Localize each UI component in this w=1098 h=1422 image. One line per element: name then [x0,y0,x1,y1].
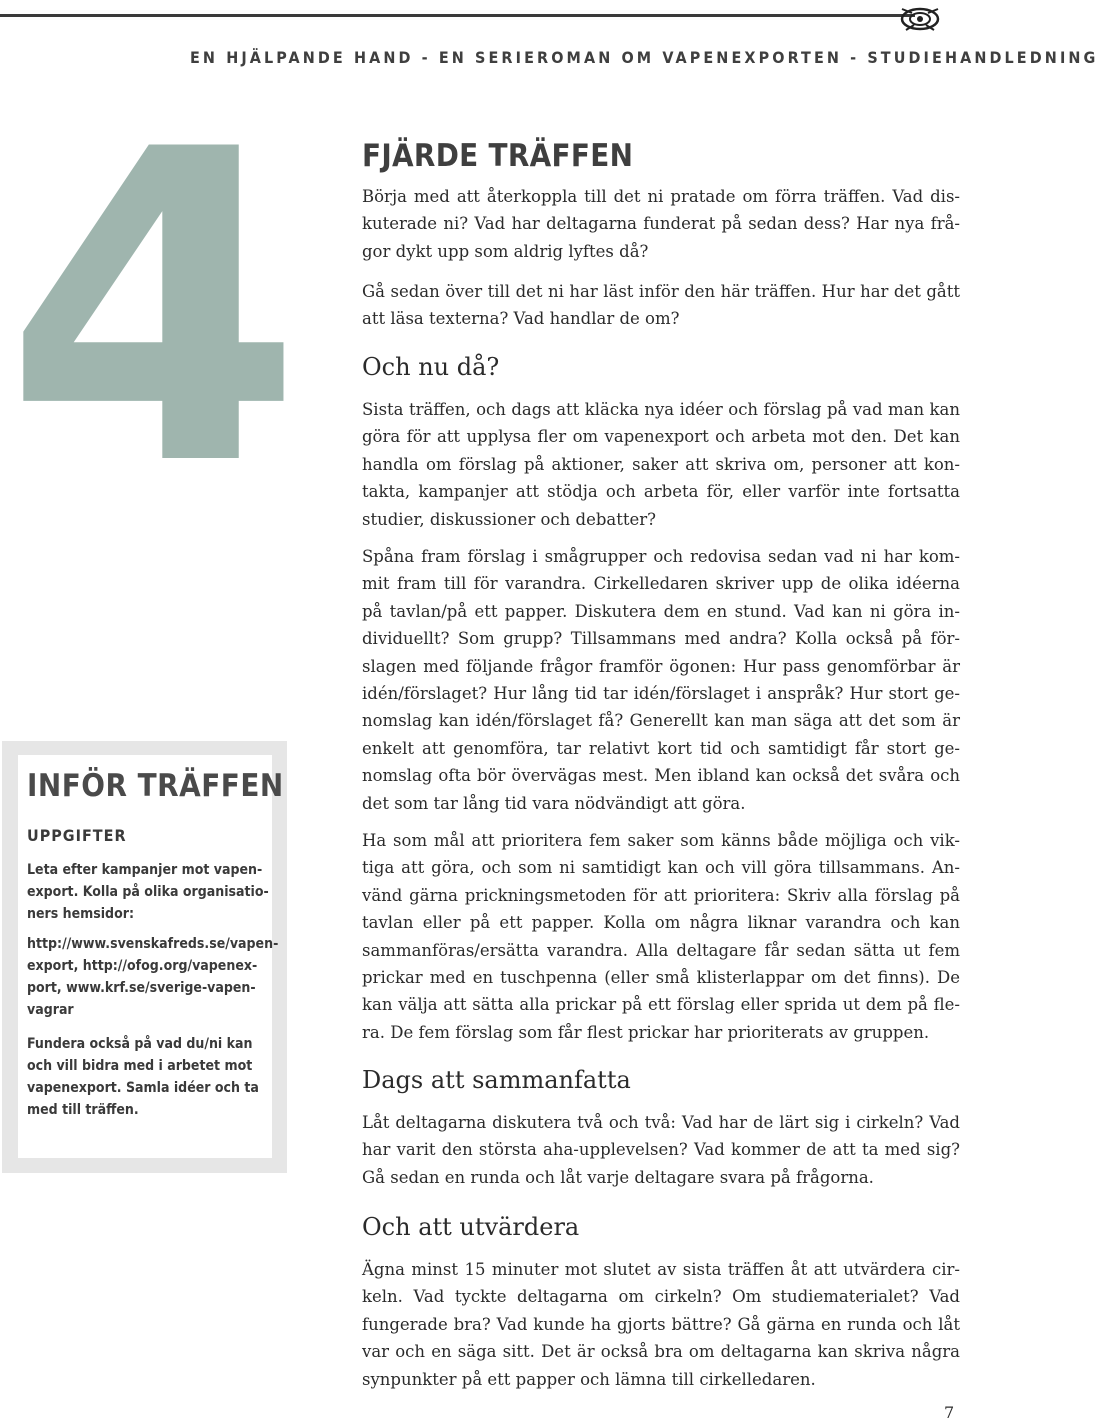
section-paragraph: Ägna minst 15 minuter mot slutet av sista träffen åt att utvärdera cir- keln. Vad tyckte deltagarna om cirkeln? Om studiematerialet? Vad fungerade bra? Vad kunde ha gjorts bättre? Gå gärna en runda och låt var och en säga sitt. Det är också bra om deltagarna kan skriva några synpunkter på ett papper och lämna till cirkelledaren. [362,1260,960,1389]
chapter-number: 4 [4,60,294,560]
sidebar-paragraph: Fundera också på vad du/ni kan och vill bidra med i arbetet mot vapenexport. Samla idéer och ta med till träffen. [27,1036,259,1118]
section-heading: Dags att sammanfatta [362,1066,631,1094]
section-paragraph: Låt deltagarna diskutera två och två: Vad har de lärt sig i cirkeln? Vad har varit den största aha-upplevelsen? Vad kommer de att ta med sig? Gå sedan en runda och låt varje deltagare svara på frågorna. [362,1113,960,1187]
page-number: 7 [944,1403,955,1422]
sidebar-paragraph: Leta efter kampanjer mot vapen- export. Kolla på olika organisatio- ners hemsidor: [27,862,269,922]
intro-paragraph-2: Gå sedan över till det ni har läst inför den här träffen. Hur har det gått att läsa texterna? Vad handlar de om? [362,282,960,329]
section-paragraph: Spåna fram förslag i smågrupper och redovisa sedan vad ni har kom- mit fram till för varandra. Cirkelledaren skriver upp de olika idéerna på tavlan/på ett papper. Diskutera dem en stund. Vad kan ni göra in- dividuellt? Som grupp? Tillsammans med andra? Kolla också på för- slagen med följande frågor framför ögonen: Hur pass genomförbar är idén/förslaget? Hur lång tid tar idén/förslaget i anspråk? Hur stort ge- nomslag kan idén/förslaget få? Generellt kan man säga att det som är enkelt att genomföra, tar relativt kort tid och samtidigt får stort ge- nomslag ofta bör övervägas mest. Men ibland kan också det svåra och det som tar lång tid vara nödvändigt att göra. [362,547,960,813]
section-heading: Och nu då? [362,353,500,381]
sidebar-subtitle: UPPGIFTER [27,826,127,845]
publisher-logo-icon [898,3,942,33]
section-paragraph: Sista träffen, och dags att kläcka nya idéer och förslag på vad man kan göra för att upplysa fler om vapenexport och arbeta mot den. Det kan handla om förslag på aktioner, saker att skriva om, personer att kon- takta, kampanjer att stödja och arbeta för, eller varför inte fortsatta studier, diskussioner och debatter? [362,400,960,529]
section-heading: Och att utvärdera [362,1213,580,1241]
header-rule [0,14,915,17]
section-paragraph: Ha som mål att prioritera fem saker som känns både möjliga och vik- tiga att göra, och som ni samtidigt kan och vill göra tillsammans. An- vänd gärna prickningsmetoden för att prioritera: Skriv alla förslag på tavlan eller på ett papper. Kolla om några liknar varandra och kan sammanföras/ersätta varandra. Alla deltagare får sedan sätta ut fem prickar med en tuschpenna (eller små klisterlappar om det finns). De kan välja att sätta alla prickar på ett förslag eller sprida ut dem på fle- ra. De fem förslag som får flest prickar har prioriterats av gruppen. [362,831,960,1042]
sidebar-title: INFÖR TRÄFFEN [27,768,284,804]
intro-paragraph-1: Börja med att återkoppla till det ni pratade om förra träffen. Vad dis- kuterade ni? Vad har deltagarna funderat på sedan dess? Har nya frå- gor dykt upp som aldrig lyftes då? [362,187,960,261]
page-title: FJÄRDE TRÄFFEN [362,138,634,174]
sidebar-links: http://www.svenskafreds.se/vapen- export, http://ofog.org/vapenex- port, www.krf.se/sverige-vapen- vagrar [27,936,279,1018]
running-header: EN HJÄLPANDE HAND - EN SERIEROMAN OM VAPENEXPORTEN - STUDIEHANDLEDNING [190,48,1098,67]
